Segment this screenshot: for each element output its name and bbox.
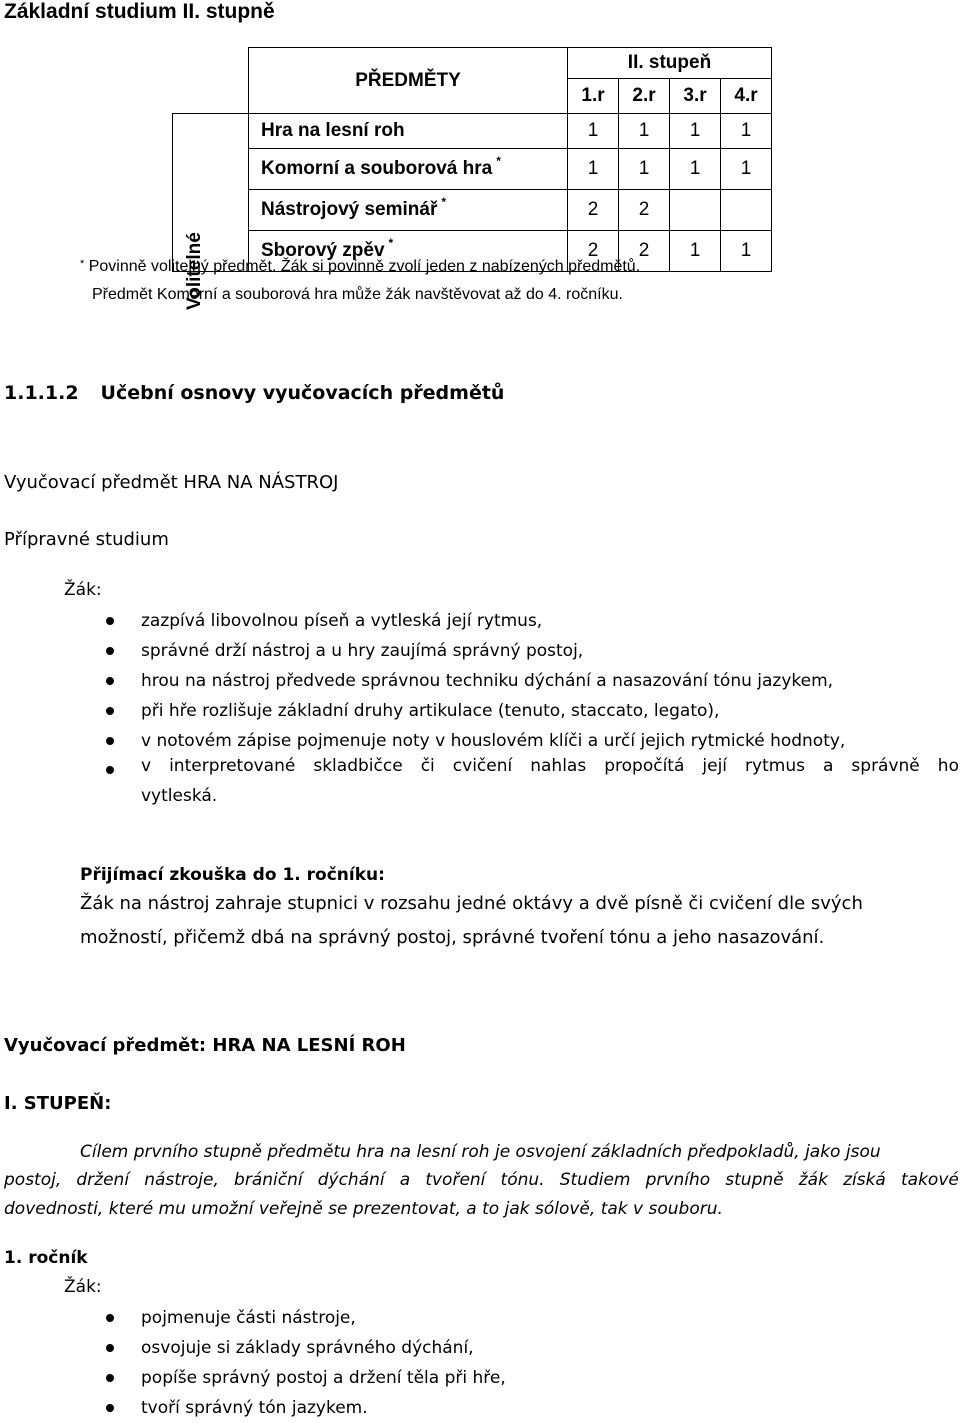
- lesson-count: [670, 190, 721, 231]
- list-item: osvojuje si základy správného dýchání,: [106, 1333, 506, 1363]
- lesson-count: 1: [721, 114, 772, 149]
- list-item: při hře rozlišuje základní druhy artikulace (tenuto, staccato, legato),: [106, 696, 845, 726]
- elective-group-label: Volitelné: [184, 232, 205, 310]
- prep-heading: Přípravné studium: [4, 529, 169, 550]
- list-item: v notovém zápise pojmenuje noty v houslovém klíči a určí jejich rytmické hodnoty,: [106, 726, 845, 756]
- year-header: 3.r: [670, 79, 721, 114]
- elective-group-cell: [173, 114, 249, 310]
- lesson-count: 1: [670, 114, 721, 149]
- footnote-marker: *: [496, 154, 501, 168]
- subject-name: Hra na lesní roh: [249, 114, 568, 149]
- intro-line-3: dovednosti, které mu umožní veřejně se prezentovat, a to jak sólově, tak v souboru.: [4, 1199, 723, 1219]
- lesson-count: 1: [721, 231, 772, 272]
- lesson-count: 1: [568, 149, 619, 190]
- bullet: [106, 766, 114, 774]
- intro-line-1: Cílem prvního stupně předmětu hra na lesní roh je osvojení základních předpokladů, jako jsou: [80, 1142, 881, 1162]
- footnote-line-2: Předmět Komorní a souborová hra může žák navštěvovat až do 4. ročníku.: [92, 286, 623, 303]
- list-item: pojmenuje části nástroje,: [106, 1303, 506, 1333]
- year-header: 4.r: [721, 79, 772, 114]
- level-header: II. stupeň: [568, 48, 772, 79]
- subject-name: Sborový zpěv *: [249, 231, 568, 272]
- lesson-count: 2: [568, 231, 619, 272]
- footnote-marker: *: [441, 195, 447, 209]
- lesson-count: 1: [619, 114, 670, 149]
- year-header: 1.r: [568, 79, 619, 114]
- list-item: tvoří správný tón jazykem.: [106, 1393, 506, 1423]
- list-item: správné drží nástroj a u hry zaujímá správný postoj,: [106, 636, 845, 666]
- footnote-marker: *: [388, 236, 394, 250]
- entrance-text-line-1: Žák na nástroj zahraje stupnici v rozsahu jedné oktávy a dvě písně či cvičení dle svých: [80, 893, 863, 914]
- subject-name: Nástrojový seminář *: [249, 190, 568, 231]
- pupil-label: Žák:: [64, 580, 102, 600]
- lesson-count: 2: [619, 190, 670, 231]
- prep-outcomes-list: [106, 606, 845, 756]
- lesson-count: 2: [568, 190, 619, 231]
- year1-outcomes-list: [106, 1303, 506, 1423]
- stage-heading: I. STUPEŇ:: [4, 1093, 112, 1114]
- list-item: popíše správný postoj a držení těla při hře,: [106, 1363, 506, 1393]
- year-heading: 1. ročník: [4, 1248, 88, 1268]
- lesson-count: 1: [619, 149, 670, 190]
- list-item-continuation: vytleská.: [141, 786, 218, 806]
- section-title: Základní studium II. stupně: [4, 0, 275, 23]
- lesson-count: 1: [670, 149, 721, 190]
- year-header: 2.r: [619, 79, 670, 114]
- entrance-heading: Přijímací zkouška do 1. ročníku:: [80, 865, 385, 885]
- lesson-count: [721, 190, 772, 231]
- entrance-text-line-2: možností, přičemž dbá na správný postoj, správné tvoření tónu a jeho nasazování.: [80, 927, 825, 948]
- lesson-count: 1: [670, 231, 721, 272]
- pupil-label: Žák:: [64, 1277, 102, 1297]
- list-item-justified-line: v interpretované skladbičce či cvičení nahlas propočítá její rytmus a správně ho: [141, 756, 959, 776]
- lesson-count: 1: [568, 114, 619, 149]
- lesson-count: 2: [619, 231, 670, 272]
- list-item: hrou na nástroj předvede správnou techniku dýchání a nasazování tónu jazykem,: [106, 666, 845, 696]
- subject-name: Komorní a souborová hra *: [249, 149, 568, 190]
- intro-line-2: postoj, držení nástroje, brániční dýchání a tvoření tónu. Studiem prvního stupně žák získá takové: [4, 1170, 959, 1190]
- subjects-header: PŘEDMĚTY: [249, 48, 568, 114]
- curriculum-heading: 1.1.1.2 Učební osnovy vyučovacích předmětů: [4, 382, 505, 404]
- lesson-count: 1: [721, 149, 772, 190]
- list-item: zazpívá libovolnou píseň a vytleská její rytmus,: [106, 606, 845, 636]
- subject-heading: Vyučovací předmět HRA NA NÁSTROJ: [4, 472, 339, 493]
- footnote-line-1: * Povinně volitelný předmět. Žák si povinně zvolí jeden z nabízených předmětů.: [80, 258, 641, 275]
- subject-heading: Vyučovací předmět: HRA NA LESNÍ ROH: [4, 1035, 406, 1056]
